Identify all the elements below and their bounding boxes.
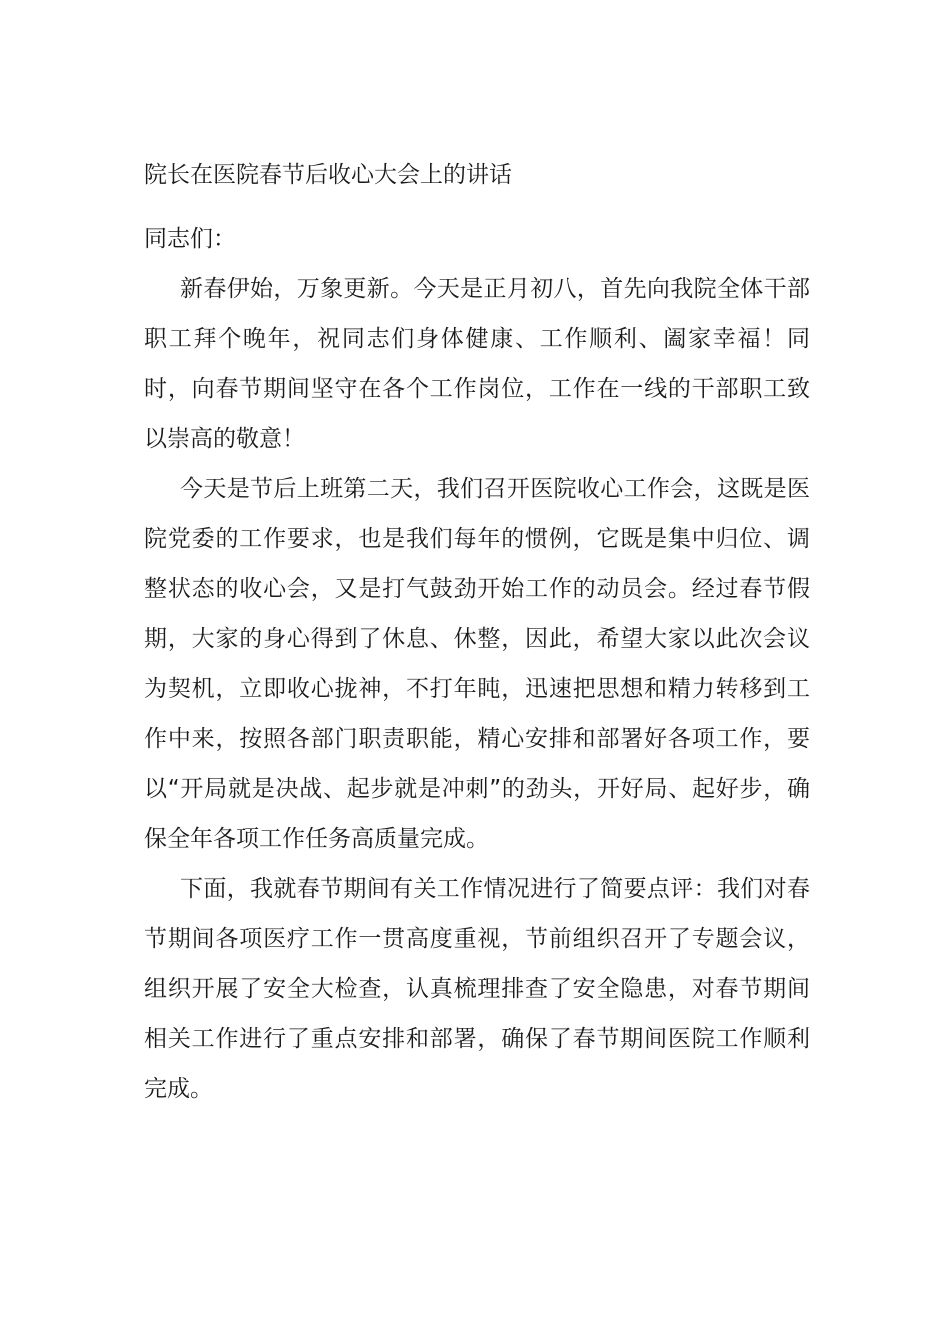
paragraph-holiday-review: 下面，我就春节期间有关工作情况进行了简要点评：我们对春节期间各项医疗工作一贯高度重视，节前组织召开了专题会议，组织开展了安全大检查，认真梳理排查了安全隐患，对春节期间相关工作进行了重点安排和部署，确保了春节期间医院工作顺利完成。	[144, 876, 810, 1102]
paragraph-meeting-purpose: 今天是节后上班第二天，我们召开医院收心工作会，这既是医院党委的工作要求，也是我们每年的惯例，它既是集中归位、调整状态的收心会，又是打气鼓劲开始工作的动员会。经过春节假期，大家的身心得到了休息、休整，因此，希望大家以此次会议为契机，立即收心拢神，不打年盹，迅速把思想和精力转移到工作中来，按照各部门职责职能，精心安排和部署好各项工作，要以“开局就是决战、起步就是冲刺”的劲头，开好局、起好步，确保全年各项工作任务高质量完成。	[144, 476, 810, 852]
salutation: 同志们：	[144, 226, 236, 252]
document-body	[144, 264, 810, 1114]
document-title: 院长在医院春节后收心大会上的讲话	[144, 162, 512, 188]
paragraph-opening: 新春伊始，万象更新。今天是正月初八，首先向我院全体干部职工拜个晚年，祝同志们身体健康、工作顺利、阖家幸福！同时，向春节期间坚守在各个工作岗位，工作在一线的干部职工致以崇高的敬意！	[144, 276, 810, 452]
